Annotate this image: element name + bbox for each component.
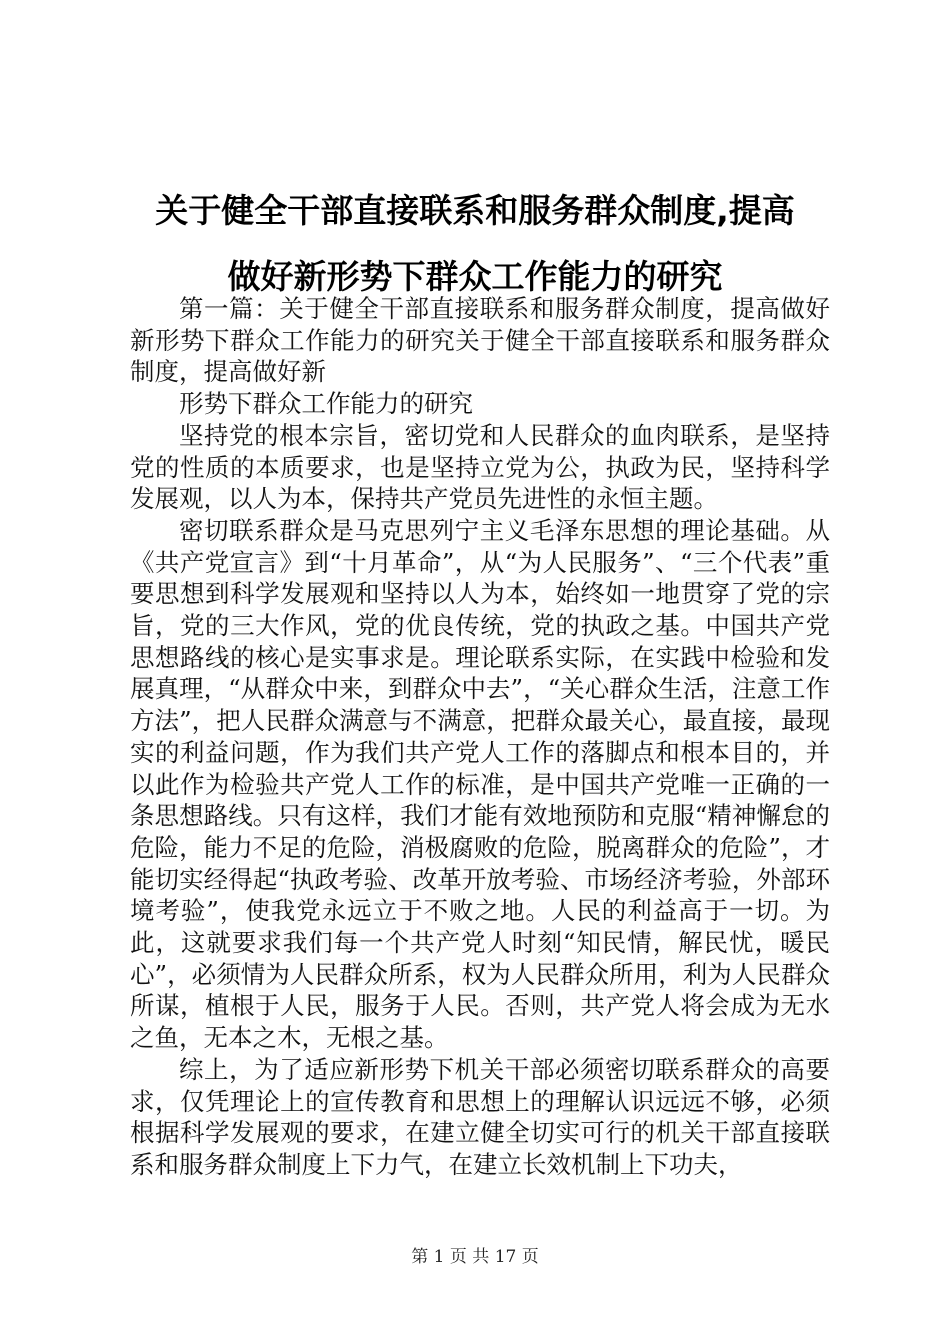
paragraph-1: 第一篇：关于健全干部直接联系和服务群众制度，提高做好新形势下群众工作能力的研究关于健全干部直接联系和服务群众制度，提高做好新: [130, 294, 830, 387]
paragraph-3: 坚持党的根本宗旨，密切党和人民群众的血肉联系，是坚持党的性质的本质要求，也是坚持立党为公，执政为民，坚持科学发展观，以人为本，保持共产党员先进性的永恒主题。: [130, 420, 830, 514]
title-line-2: 做好新形势下群众工作能力的研究: [227, 257, 723, 296]
title-line-1: 关于健全干部直接联系和服务群众制度,提高: [155, 191, 795, 230]
document-body: [130, 293, 830, 1181]
page-footer: 第 1 页 共 17 页: [411, 1247, 539, 1267]
paragraph-5: 综上，为了适应新形势下机关干部必须密切联系群众的高要求，仅凭理论上的宣传教育和思想上的理解认识远远不够，必须根据科学发展观的要求，在建立健全切实可行的机关干部直接联系和服务群众制度上下力气，在建立长效机制上下功夫，: [130, 1054, 830, 1179]
paragraph-2: 形势下群众工作能力的研究: [179, 389, 473, 419]
paragraph-4: 密切联系群众是马克思列宁主义毛泽东思想的理论基础。从《共产党宣言》到“十月革命”，从“为人民服务”、“三个代表”重要思想到科学发展观和坚持以人为本，始终如一地贯穿了党的宗旨，党的三大作风，党的优良传统，党的执政之基。中国共产党思想路线的核心是实事求是。理论联系实际，在实践中检验和发展真理，“从群众中来，到群众中去”，“关心群众生活，注意工作方法”，把人民群众满意与不满意，把群众最关心，最直接，最现实的利益问题，作为我们共产党人工作的落脚点和根本目的，并以此作为检验共产党人工作的标准，是中国共产党唯一正确的一条思想路线。只有这样，我们才能有效地预防和克服“精神懈怠的危险，能力不足的危险，消极腐败的危险，脱离群众的危险”，才能切实经得起“执政考验、改革开放考验、市场经济考验，外部环境考验”，使我党永远立于不败之地。人民的利益高于一切。为此，这就要求我们每一个共产党人时刻“知民情，解民忧，暖民心”，必须情为人民群众所系，权为人民群众所用，利为人民群众所谋，植根于人民，服务于人民。否则，共产党人将会成为无水之鱼，无本之木，无根之基。: [130, 515, 830, 1053]
document-title: [120, 178, 830, 310]
